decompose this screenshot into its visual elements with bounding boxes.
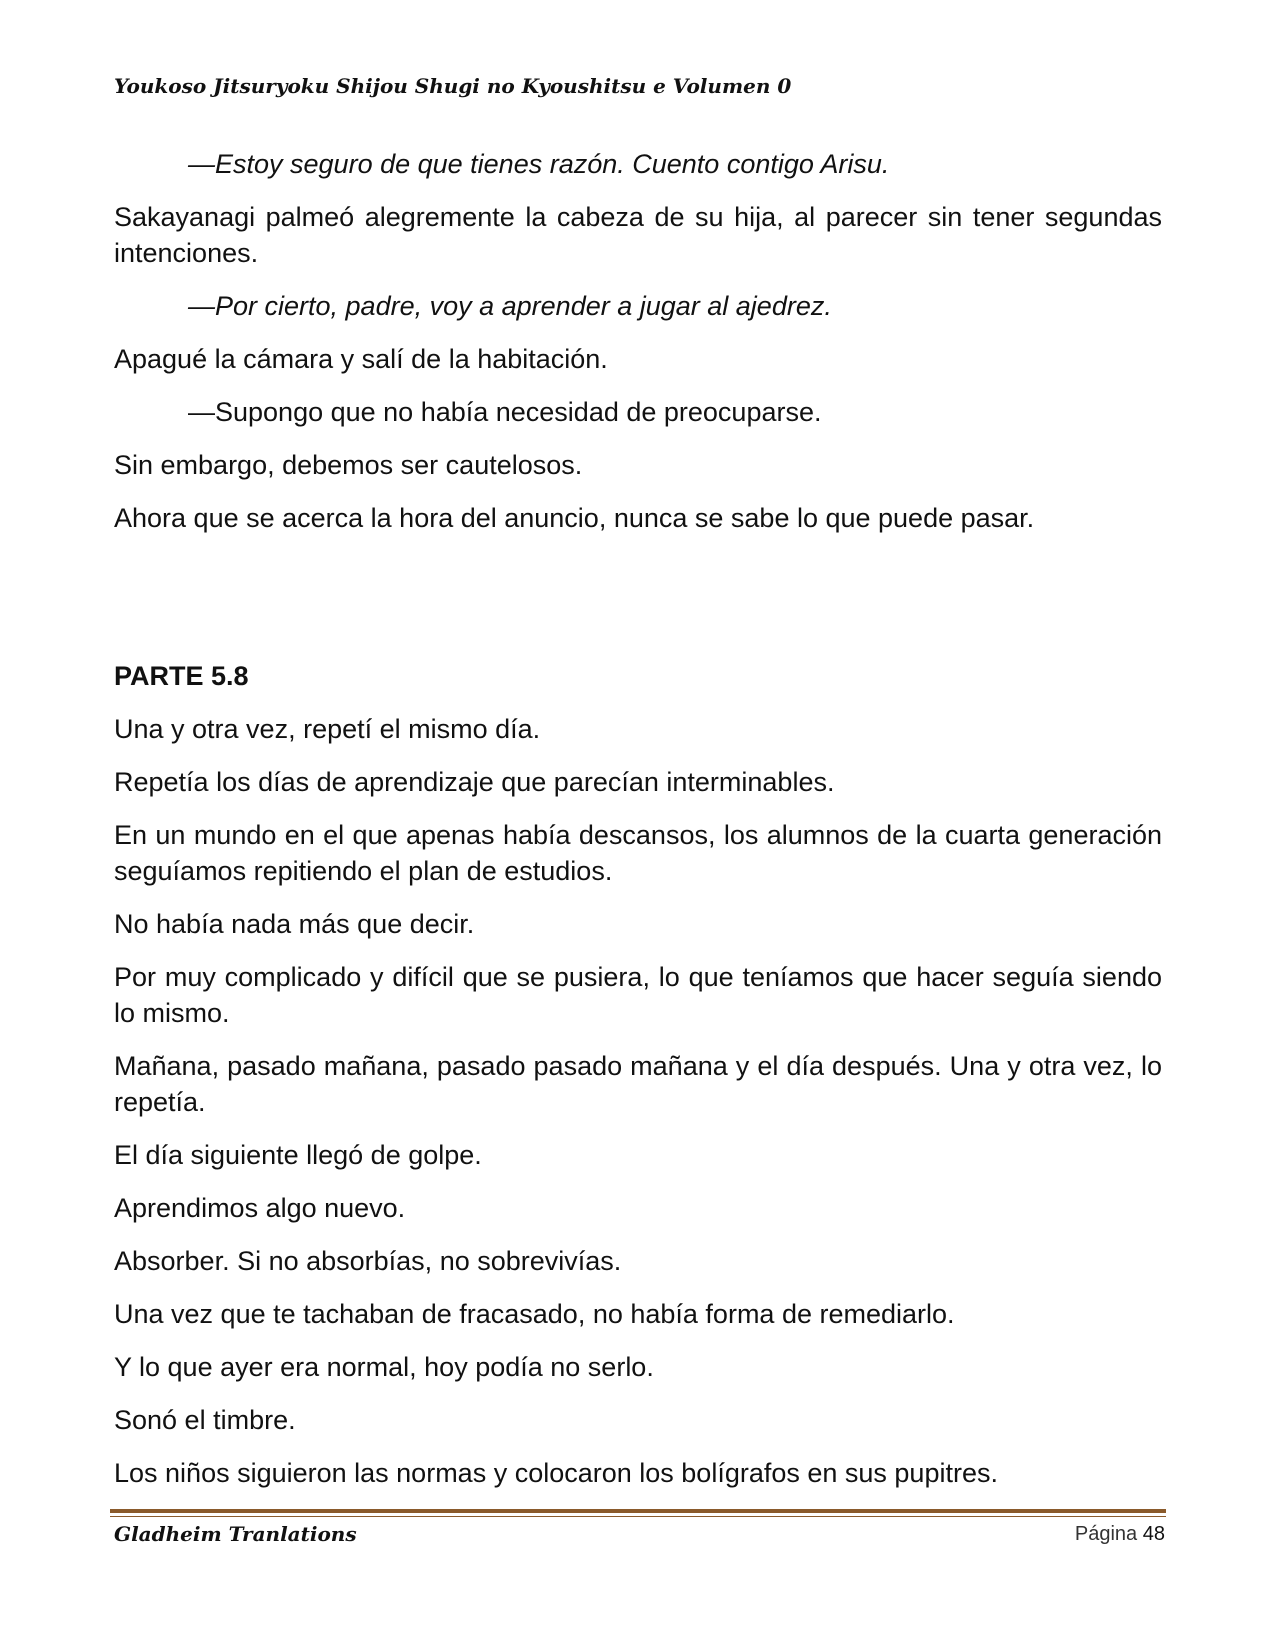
paragraph: Por muy complicado y difícil que se pusiera, lo que teníamos que hacer seguía siendo lo mismo. — [114, 962, 1162, 1028]
paragraph: Una y otra vez, repetí el mismo día. — [114, 714, 541, 744]
paragraph: Ahora que se acerca la hora del anuncio, nunca se sabe lo que puede pasar. — [114, 503, 1035, 533]
paragraph: En un mundo en el que apenas había descansos, los alumnos de la cuarta generación seguíamos repitiendo el plan de estudios. — [114, 820, 1162, 886]
page-body — [114, 146, 1162, 1508]
dialogue-line: —Supongo que no había necesidad de preocuparse. — [188, 397, 822, 427]
paragraph: Aprendimos algo nuevo. — [114, 1193, 406, 1223]
running-header: Youkoso Jitsuryoku Shijou Shugi no Kyoushitsu e Volumen 0 — [114, 74, 792, 98]
paragraph: Los niños siguieron las normas y colocaron los bolígrafos en sus pupitres. — [114, 1458, 998, 1488]
footer-rule-thin — [110, 1516, 1166, 1517]
publisher-name: Gladheim Tranlations — [114, 1522, 357, 1546]
paragraph: Apagué la cámara y salí de la habitación. — [114, 344, 608, 374]
footer-rule — [110, 1509, 1166, 1513]
page-number-value: 48 — [1142, 1523, 1165, 1545]
paragraph: Sin embargo, debemos ser cautelosos. — [114, 450, 583, 480]
paragraph: Absorber. Si no absorbías, no sobrevivías. — [114, 1246, 622, 1276]
paragraph: Sonó el timbre. — [114, 1405, 296, 1435]
paragraph: Y lo que ayer era normal, hoy podía no serlo. — [114, 1352, 654, 1382]
section-heading: PARTE 5.8 — [114, 661, 249, 691]
paragraph: Sakayanagi palmeó alegremente la cabeza de su hija, al parecer sin tener segundas intenciones. — [114, 202, 1162, 268]
dialogue-line: —Estoy seguro de que tienes razón. Cuento contigo Arisu. — [188, 149, 890, 179]
section-spacer — [114, 553, 1162, 658]
page-label: Página — [1074, 1523, 1138, 1545]
paragraph: El día siguiente llegó de golpe. — [114, 1140, 482, 1170]
paragraph: Mañana, pasado mañana, pasado pasado mañana y el día después. Una y otra vez, lo repetía. — [114, 1051, 1162, 1117]
dialogue-line: —Por cierto, padre, voy a aprender a jugar al ajedrez. — [188, 291, 832, 321]
paragraph: No había nada más que decir. — [114, 909, 475, 939]
paragraph: Una vez que te tachaban de fracasado, no había forma de remediarlo. — [114, 1299, 955, 1329]
page-number — [1075, 1523, 1165, 1546]
paragraph: Repetía los días de aprendizaje que parecían interminables. — [114, 767, 835, 797]
